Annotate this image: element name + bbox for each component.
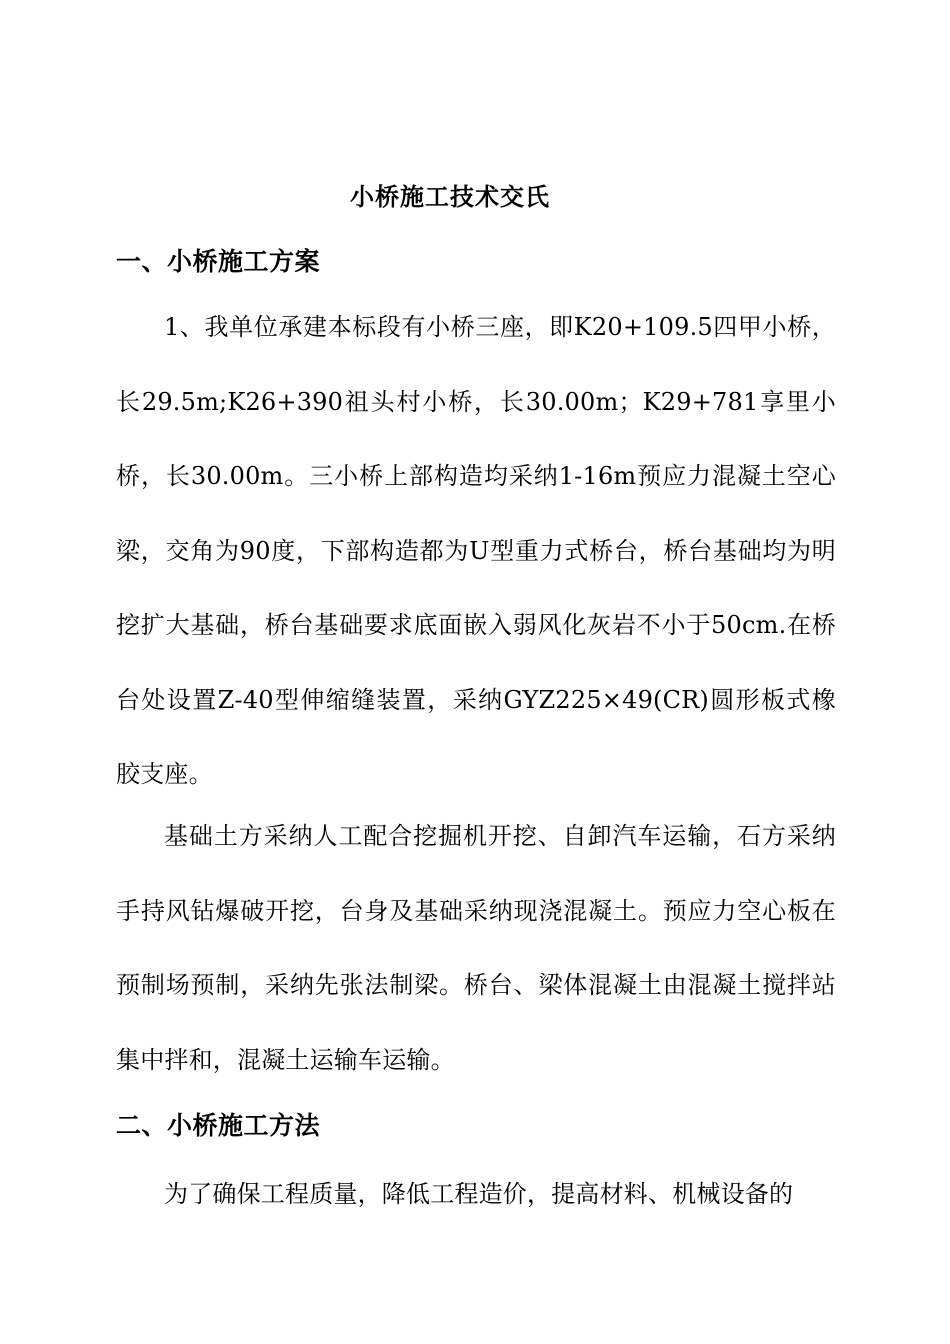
- document-title: 小桥施工技术交氏: [350, 182, 550, 211]
- section-heading-construction-method: 二、小桥施工方法: [116, 1111, 321, 1140]
- section-heading-construction-plan: 一、小桥施工方案: [116, 247, 321, 276]
- paragraph-quality-intro: 为了确保工程质量，降低工程造价，提高材料、机械设备的: [164, 1180, 794, 1208]
- paragraph-bridge-overview: 1、我单位承建本标段有小桥三座，即K20+109.5四甲小桥，长29.5m;K26+390祖头村小桥，长30.00m；K29+781享里小桥，长30.00m。三小桥上部构造均采纳1-16m预应力混凝土空心梁，交角为90度，下部构造都为U型重力式桥台，桥台基础均为明挖扩大基础，桥台基础要求底面嵌入弱风化灰岩不小于50cm.在桥台处设置Z-40型伸缩缝装置，采纳GYZ225×49(CR)圆形板式橡胶支座。: [116, 313, 836, 788]
- paragraph-foundation-method: 基础土方采纳人工配合挖掘机开挖、自卸汽车运输，石方采纳手持风钻爆破开挖，台身及基础采纳现浇混凝土。预应力空心板在预制场预制，采纳先张法制梁。桥台、梁体混凝土由混凝土搅拌站集中拌和，混凝土运输车运输。: [116, 822, 836, 1074]
